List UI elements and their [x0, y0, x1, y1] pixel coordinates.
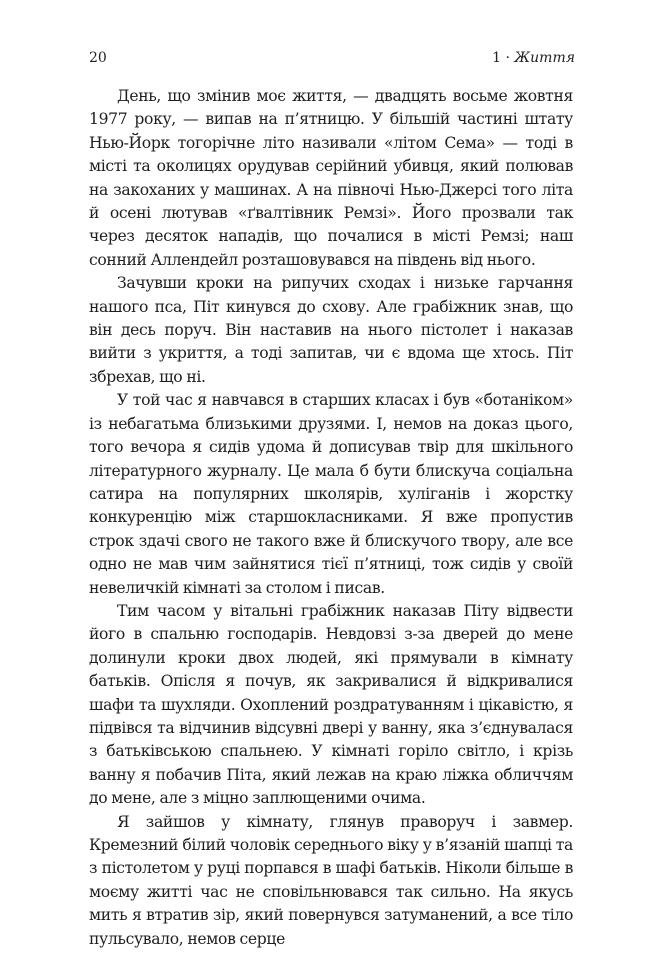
paragraph-5: Я зайшов у кімнату, глянув праворуч і завмер. Кремезний білий чоловік середнього віку у в’язаній шапці та з пістолетом у руці порпався в шафі батьків. Ніколи більше в моєму житті час не сповільнювався так сильно. На якусь мить я втратив зір, який повернувся затуманений, а все тіло пульсувало, немов серце	[89, 812, 573, 948]
running-header	[492, 50, 575, 66]
paragraph-2: Зачувши кроки на рипучих сходах і низьке гарчання нашого пса, Піт кинувся до схову. Але грабіжник знав, що він десь поруч. Він наставив на нього пістолет і наказав вийти з укриття, а тоді запитав, чи є вдома ще хтось. Піт збрехав, що ні.	[89, 274, 573, 386]
body-text	[89, 85, 573, 951]
paragraph-4: Тим часом у вітальні грабіжник наказав Піту відвести його в спальню господарів. Невдовзі з-за дверей до мене долинули кроки двох людей, які прямували в кімнату батьків. Опісля я почув, як закривалися й відкривалися шафи та шухляди. Охоплений роздратуванням і цікавістю, я підвівся та відчинив відсувні двері у ванну, яка з’єднувалася з батьківською спальнею. У кімнаті горіло світло, і крізь ванну я побачив Піта, який лежав на краю ліжка обличчям до мене, але з міцно заплющеними очима.	[89, 601, 573, 808]
chapter-number: 1	[492, 50, 502, 66]
paragraph-1: День, що змінив моє життя, — двадцять восьме жовтня 1977 року, — випав на п’ятницю. У більшій частині штату Нью-Йорк тогорічне літо називали «літом Сема» — тоді в місті та околицях орудував серійний убивця, який полював на закоханих у машинах. А на півночі Нью-Джерсі того літа й осені лютував «ґвалтівник Ремзі». Його прозвали так через десяток нападів, що почалися в місті Ремзі; наш сонний Аллендейл розташовувався на південь від нього.	[89, 87, 573, 269]
chapter-title: Життя	[514, 50, 575, 66]
header-separator: ·	[505, 50, 510, 66]
paragraph-3: У той час я навчався в старших класах і був «ботаніком» із небагатьма близькими друзями. І, немов на доказ цього, того вечора я сидів удома й дописував твір для шкільного літературного журналу. Це мала б бути блискуча соціальна сатира на популярних школярів, хуліганів і жорстку конкуренцію між старшокласниками. Я вже пропустив строк здачі свого не такого вже й блискучого твору, але все одно не мав чим зайнятися тієї п’ятниці, тож сидів у своїй невеличкій кімнаті за столом і писав.	[89, 391, 573, 597]
page-number: 20	[89, 50, 107, 66]
